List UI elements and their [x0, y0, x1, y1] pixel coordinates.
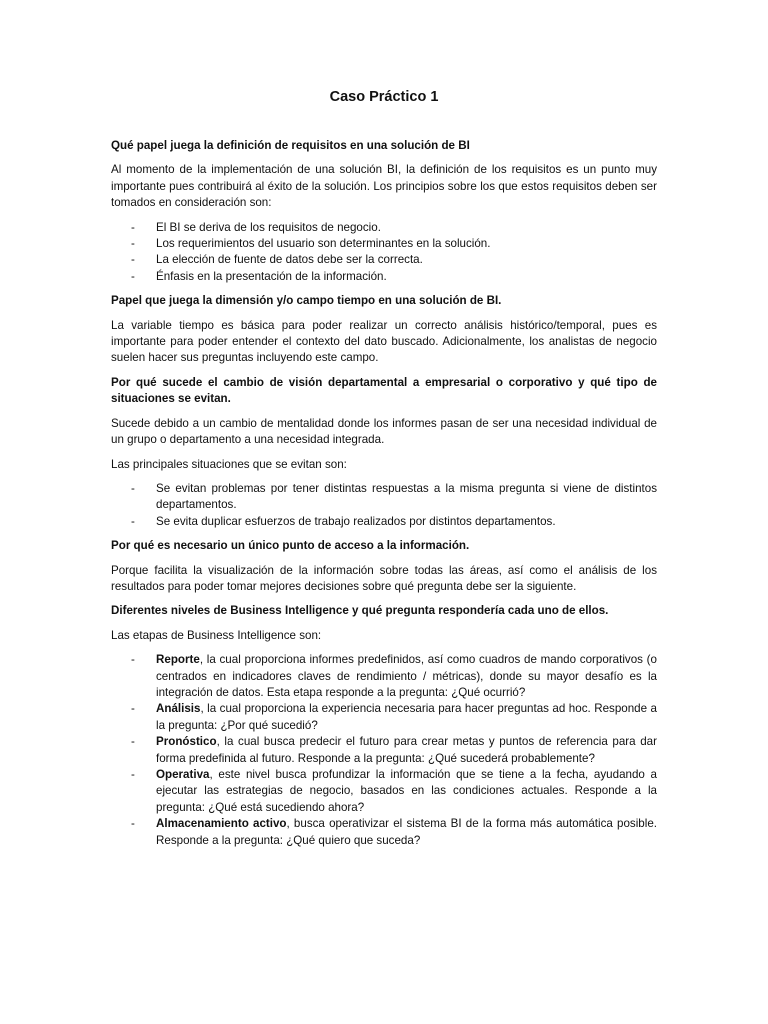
list-item-text: Se evita duplicar esfuerzos de trabajo realizados por distintos departamentos.: [156, 514, 556, 528]
paragraph: Al momento de la implementación de una solución BI, la definición de los requisitos es un punto muy importante pues contribuirá al éxito de la solución. Los principios sobre los que estos requisitos deben ser tomados en consideración son:: [111, 163, 657, 210]
paragraph: Sucede debido a un cambio de mentalidad donde los informes pasan de ser una necesidad individual de un grupo o departamento a una necesidad integrada.: [111, 416, 657, 447]
bullet-dash: -: [131, 735, 135, 749]
level-term: Reporte: [156, 653, 200, 667]
level-text: , la cual proporciona la experiencia necesaria para hacer preguntas ad hoc. Responde a la pregunta: ¿Por qué sucedió?: [156, 702, 657, 732]
bullet-dash: -: [131, 817, 135, 831]
list-item: [111, 269, 657, 285]
level-item: [111, 734, 657, 767]
section-heading-tiempo: Papel que juega la dimensión y/o campo tiempo en una solución de BI.: [111, 294, 502, 308]
paragraph: Las principales situaciones que se evitan son:: [111, 457, 347, 471]
bullet-dash: -: [131, 237, 135, 251]
level-term: Análisis: [156, 702, 201, 716]
bullet-dash: -: [131, 702, 135, 716]
list-item: [111, 236, 657, 252]
list-item: [111, 220, 657, 236]
level-text: , la cual busca predecir el futuro para crear metas y puntos de referencia para dar forma predefinida al futuro. Responde a la pregunta: ¿Qué sucederá probablemente?: [156, 735, 657, 765]
niveles-list: [111, 652, 657, 849]
list-item-text: El BI se deriva de los requisitos de negocio.: [156, 220, 381, 234]
level-term: Pronóstico: [156, 735, 217, 749]
level-text: , la cual proporciona informes predefinidos, así como cuadros de mando corporativos (o centrados en indicadores claves de rendimiento / métricas), donde su mayor desafío es la integración de datos. Esta etapa responde a la pregunta: ¿Qué ocurrió?: [156, 653, 657, 699]
level-item: [111, 701, 657, 734]
list-item: [111, 481, 657, 514]
list-item: [111, 514, 657, 530]
list-item-text: Énfasis en la presentación de la información.: [156, 269, 387, 283]
bullet-dash: -: [131, 768, 135, 781]
level-item: [111, 816, 657, 849]
bullet-dash: -: [131, 269, 135, 283]
paragraph: Las etapas de Business Intelligence son:: [111, 628, 322, 642]
requisitos-list: [111, 220, 657, 286]
level-item: [111, 767, 657, 816]
list-item-text: Se evitan problemas por tener distintas respuestas a la misma pregunta si viene de distintos departamentos.: [156, 481, 657, 512]
section-heading-vision: Por qué sucede el cambio de visión departamental a empresarial o corporativo y qué tipo de situaciones se evitan.: [111, 375, 657, 406]
level-text: , busca operativizar el sistema BI de la forma más automática posible. Responde a la pregunta: ¿Qué quiero que suceda?: [156, 817, 657, 847]
section-heading-acceso: Por qué es necesario un único punto de acceso a la información.: [111, 539, 470, 553]
section-heading-requisitos: Qué papel juega la definición de requisitos en una solución de BI: [111, 139, 470, 152]
level-term: Almacenamiento activo: [156, 817, 287, 831]
bullet-dash: -: [131, 653, 135, 667]
list-item: [111, 252, 657, 268]
level-text: , este nivel busca profundizar la información que se tiene a la fecha, ayudando a ejecutar las estrategias de negocio, basados en las condiciones actuales. Responde a la pregunta: ¿Qué está sucediendo ahora?: [156, 768, 657, 814]
level-item: [111, 652, 657, 701]
document-title: Caso Práctico 1: [329, 89, 439, 105]
list-item-text: Los requerimientos del usuario son determinantes en la solución.: [156, 237, 491, 251]
bullet-dash: -: [131, 220, 135, 234]
bullet-dash: -: [131, 253, 135, 267]
paragraph: Porque facilita la visualización de la información sobre todas las áreas, así como el análisis de los resultados para poder tomar mejores decisiones sobre qué pregunta debe ser la siguiente.: [111, 563, 657, 593]
document-page: [111, 88, 657, 857]
list-item-text: La elección de fuente de datos debe ser la correcta.: [156, 253, 423, 267]
level-term: Operativa: [156, 768, 210, 781]
bullet-dash: -: [131, 514, 135, 528]
bullet-dash: -: [131, 481, 135, 495]
paragraph: La variable tiempo es básica para poder realizar un correcto análisis histórico/temporal, pues es importante para poder entender el contexto del dato buscado. Adicionalmente, los analistas de negocio suelen hacer sus preguntas incluyendo este campo.: [111, 318, 657, 365]
situaciones-list: [111, 481, 657, 530]
section-heading-niveles: Diferentes niveles de Business Intelligence y qué pregunta respondería cada uno de ellos.: [111, 604, 609, 618]
